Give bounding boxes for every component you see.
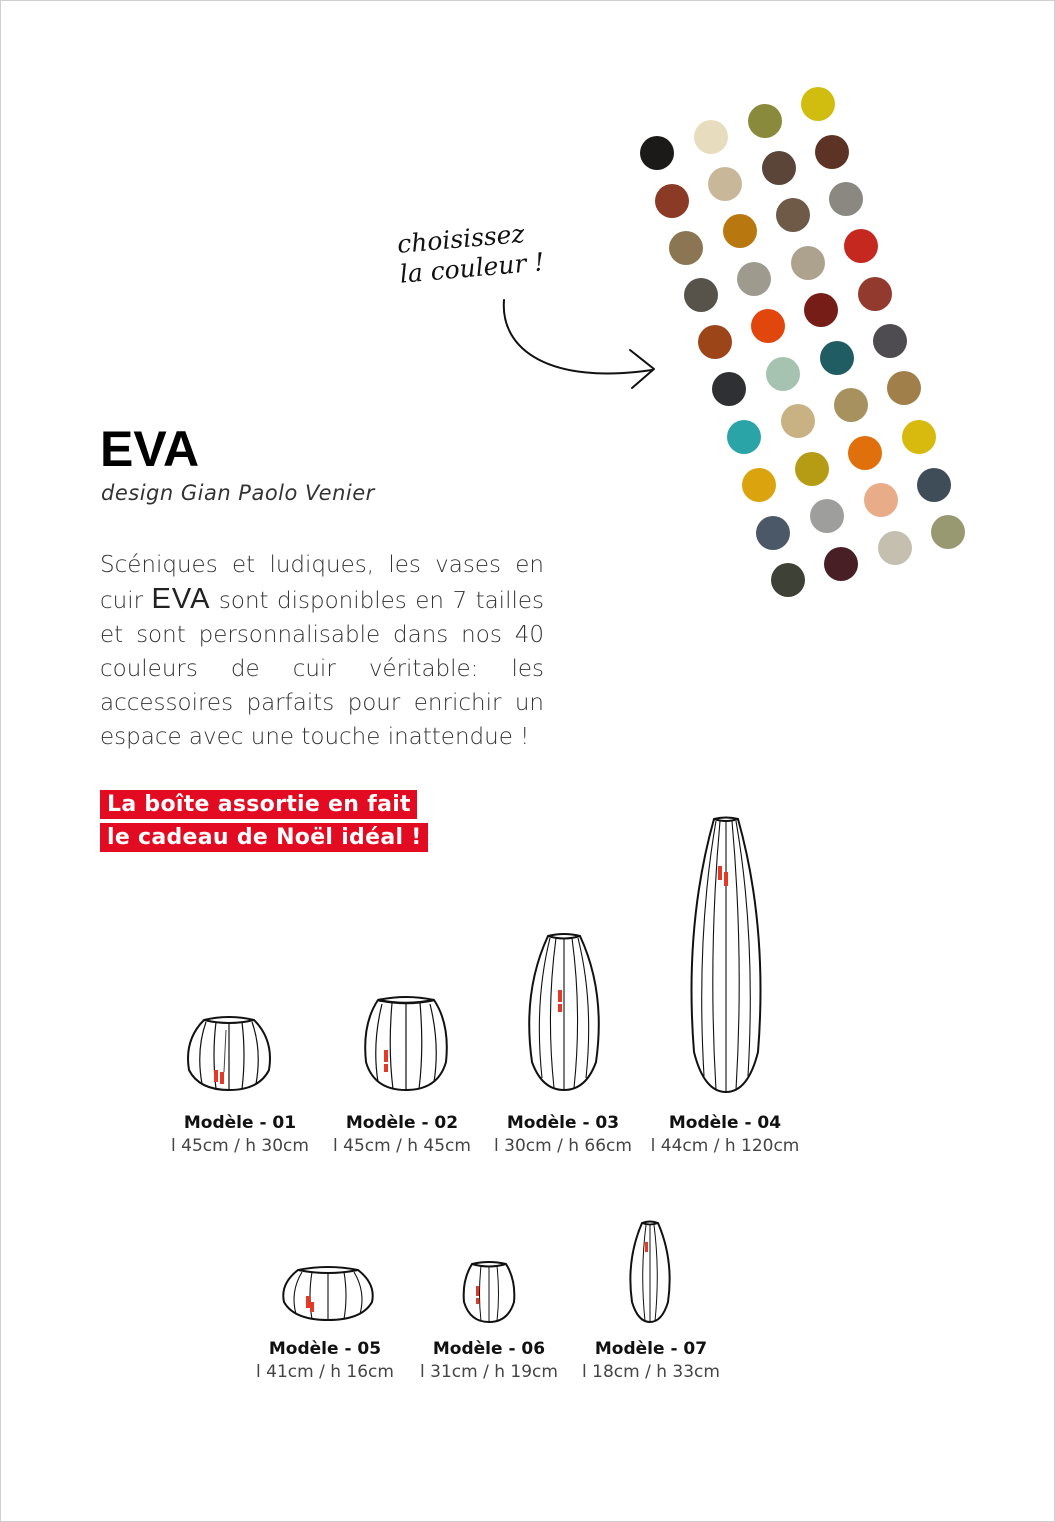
model-07-caption [571, 1338, 731, 1384]
curved-arrow-icon [490, 290, 670, 400]
model-05-caption [245, 1338, 405, 1384]
model-name: Modèle - 02 [345, 1113, 459, 1133]
model-name: Modèle - 04 [668, 1113, 782, 1133]
designer-credit: design Gian Paolo Venier [101, 481, 375, 505]
intro-paragraph [100, 548, 544, 754]
note-line-1: choisissez [396, 218, 526, 259]
model-dimensions: l 45cm / h 45cm [333, 1136, 471, 1156]
model-name: Modèle - 03 [506, 1113, 620, 1133]
vase-model-05-illustration [280, 1262, 376, 1322]
model-name: Modèle - 01 [183, 1113, 297, 1133]
intro-text-1: Scéniques et ludiques, les vases en cuir [100, 552, 544, 614]
model-03-caption [483, 1112, 643, 1158]
page-title: EVA [100, 421, 200, 477]
model-dimensions: l 45cm / h 30cm [171, 1136, 309, 1156]
model-dimensions: l 18cm / h 33cm [582, 1362, 720, 1382]
vase-model-06-illustration [462, 1260, 516, 1324]
vase-model-01-illustration [184, 1010, 274, 1092]
model-06-caption [409, 1338, 569, 1384]
vase-model-03-illustration [522, 932, 606, 1092]
promo-banner [100, 790, 428, 856]
vase-model-04-illustration [684, 816, 768, 1094]
model-02-caption [322, 1112, 482, 1158]
model-dimensions: l 41cm / h 16cm [256, 1362, 394, 1382]
choose-color-note [396, 217, 546, 289]
note-line-2: la couleur ! [398, 247, 546, 289]
intro-text-2: sont disponibles en 7 tailles et sont personnalisable dans nos 40 couleurs de cuir véritable: les accessoires parfaits pour enrichir un espace avec une touche inattendue ! [100, 588, 544, 750]
model-name: Modèle - 05 [268, 1339, 382, 1359]
model-name: Modèle - 07 [594, 1339, 708, 1359]
model-dimensions: l 30cm / h 66cm [494, 1136, 632, 1156]
model-dimensions: l 44cm / h 120cm [650, 1136, 800, 1156]
promo-line-1: La boîte assortie en fait [100, 790, 417, 819]
vase-model-07-illustration [626, 1220, 674, 1324]
model-dimensions: l 31cm / h 19cm [420, 1362, 558, 1382]
model-04-caption [645, 1112, 805, 1158]
promo-line-2: le cadeau de Noël idéal ! [100, 823, 428, 852]
model-name: Modèle - 06 [432, 1339, 546, 1359]
model-01-caption [160, 1112, 320, 1158]
vase-model-02-illustration [362, 994, 450, 1092]
brand-name: EVA [151, 583, 211, 615]
